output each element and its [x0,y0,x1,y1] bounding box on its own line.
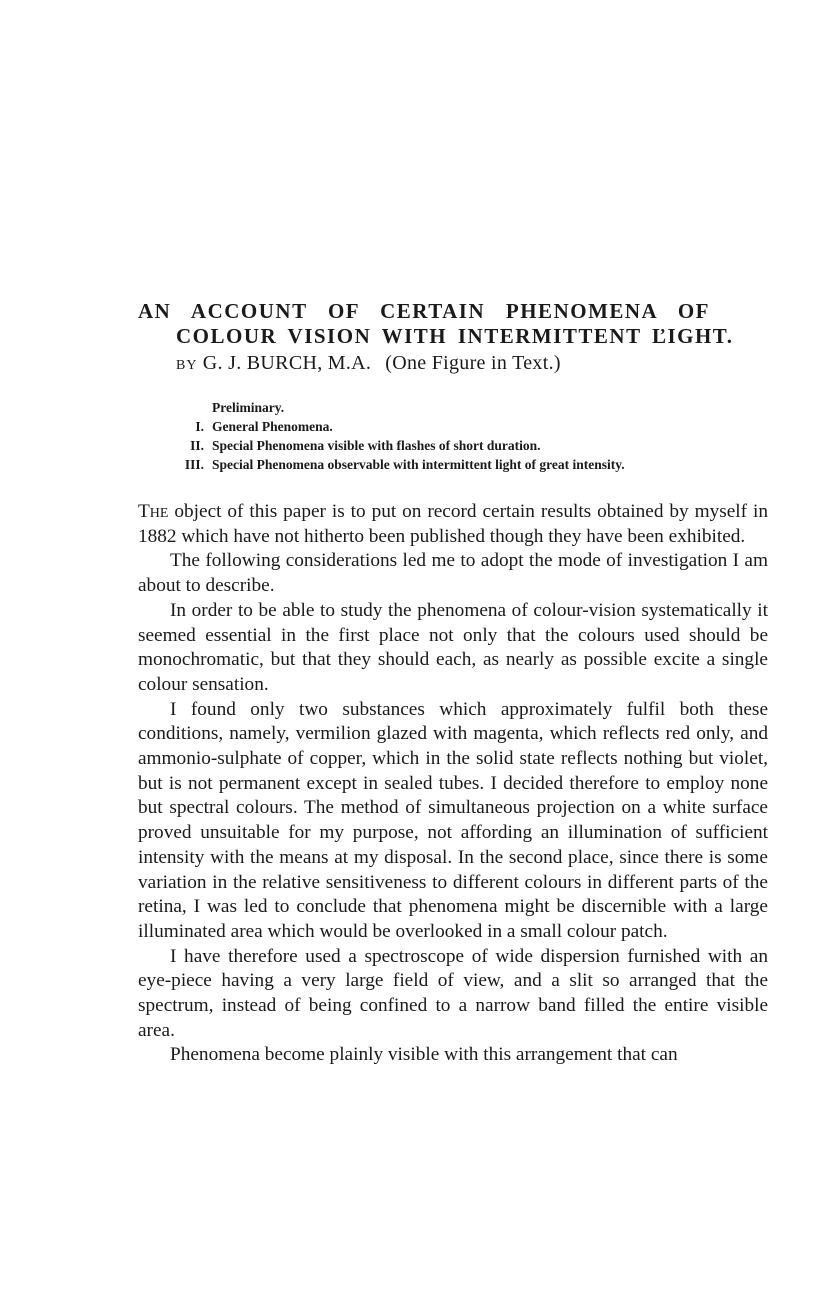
contents-item-text: Special Phenomena visible with flashes of short duration. [212,438,541,453]
paragraph-1-text: object of this paper is to put on record certain results obtained by myself in 1882 which have not hitherto been published though they have been exhibited. [138,501,768,547]
article-title-line-2: COLOUR VISION WITH INTERMITTENT ĽIGHT. [176,324,734,348]
contents-item-number: II. [190,438,204,453]
paragraph-3: In order to be able to study the phenomena of colour-vision systematically it seemed essential in the first place not only that the colours used should be monochromatic, but that they should each, as nearly as possible excite a single colour sensation. [138,599,768,695]
article-title-line-1: AN ACCOUNT OF CERTAIN PHENOMENA OF [138,299,710,323]
contents-item-text: Special Phenomena observable with intermittent light of great intensity. [212,457,625,472]
byline-note: (One Figure in Text.) [385,352,561,374]
paragraph-2: The following considerations led me to adopt the mode of investigation I am about to describe. [138,550,768,597]
contents-item-text: Preliminary. [212,400,285,415]
contents-item-text: General Phenomena. [212,419,333,434]
paragraph-1-lead: The [138,501,169,522]
byline-author: G. J. BURCH, M.A. [202,352,372,374]
paragraph-5: I have therefore used a spectroscope of wide dispersion furnished with an eye-piece having a very large field of view, and a slit so arranged that the spectrum, instead of being confined to a narrow band filled the entire visible area. [138,945,768,1041]
contents-item [160,417,780,436]
paragraph-4: I found only two substances which approximately fulfil both these conditions, namely, vermilion glazed with magenta, which reflects red only, and ammonio-sulphate of copper, which in the solid state reflects nothing but violet, but is not permanent except in sealed tubes. I decided therefore to employ none but spectral colours. The method of simultaneous projection on a white surface proved unsuitable for my purpose, not affording an illumination of sufficient intensity with the means at my disposal. In the second place, since there is some variation in the relative sensitiveness to different colours in different parts of the retina, I was led to conclude that phenomena might be discernible with a large illuminated area which would be overlooked in a small colour patch. [138,698,768,942]
table-of-contents [160,398,780,474]
contents-item [160,398,780,417]
article-body [138,500,768,1068]
byline-by: BY [176,358,198,373]
byline [176,350,561,379]
contents-item-number: III. [184,457,204,472]
contents-item-number: I. [195,419,204,434]
contents-item [160,455,780,474]
contents-item [160,436,780,455]
paragraph-6: Phenomena become plainly visible with this arrangement that can [170,1044,678,1066]
paragraph-1 [138,500,768,549]
